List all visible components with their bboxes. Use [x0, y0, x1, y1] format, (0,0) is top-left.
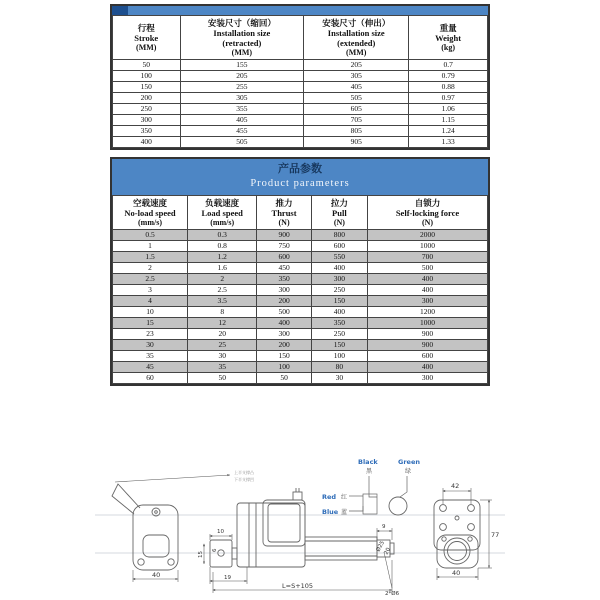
dim-length-formula: L=S+105	[282, 582, 314, 590]
table-row	[113, 351, 488, 362]
table-row	[113, 263, 488, 274]
table-cell: 1.24	[409, 126, 488, 137]
table1-top-bar-segment	[112, 6, 128, 15]
product-parameters-title	[112, 159, 488, 195]
table-row	[113, 340, 488, 351]
wire-green-label: Green	[398, 458, 420, 466]
col-header-pull	[311, 195, 367, 229]
dim-rod-dia: 20	[383, 546, 393, 556]
wiring-diagram	[322, 458, 420, 516]
col-header-stroke	[113, 16, 181, 60]
table-cell: 30	[311, 373, 367, 384]
table-cell: 3.5	[188, 296, 257, 307]
table-cell: 605	[304, 104, 409, 115]
table-cell: 2	[188, 274, 257, 285]
bracket-note-line1: 上半支撑凸	[234, 470, 254, 475]
table-cell: 250	[113, 104, 181, 115]
table-cell: 30	[113, 340, 188, 351]
header-unit: (MM)	[231, 48, 253, 58]
table-cell: 900	[368, 340, 488, 351]
bracket-note-line2: 下半支撑凹	[234, 477, 254, 482]
table-cell: 300	[257, 285, 311, 296]
title-en: Product parameters	[250, 177, 350, 189]
header-cn: 拉力	[330, 197, 348, 208]
mounting-end-view	[434, 482, 499, 580]
table-cell: 25	[188, 340, 257, 351]
table-row	[113, 274, 488, 285]
table-cell: 0.5	[113, 230, 188, 241]
table-cell: 1.33	[409, 137, 488, 148]
wire-red-cn: 红	[341, 494, 348, 501]
header-en2: (extended)	[337, 38, 376, 49]
table-row	[113, 93, 488, 104]
col-header-retracted	[180, 16, 304, 60]
table-row	[113, 137, 488, 148]
table-cell: 205	[304, 60, 409, 71]
table-row	[113, 296, 488, 307]
table-row	[113, 126, 488, 137]
table-cell: 45	[113, 362, 188, 373]
note-leader-line	[115, 475, 230, 482]
table-cell: 2.5	[188, 285, 257, 296]
table-cell: 205	[180, 71, 304, 82]
table-cell: 150	[257, 351, 311, 362]
table-cell: 50	[113, 60, 181, 71]
header-cn: 重量	[439, 23, 457, 33]
table-cell: 400	[311, 307, 367, 318]
wire-red-label: Red	[322, 493, 337, 501]
col-header-load-speed	[188, 195, 257, 229]
motor-block	[263, 500, 305, 546]
table-cell: 405	[180, 115, 304, 126]
wire-black-cn: 黑	[366, 468, 373, 475]
table-row	[113, 252, 488, 263]
header-cn: 安装尺寸（缩回）	[207, 18, 276, 28]
table-cell: 400	[368, 274, 488, 285]
table-cell: 750	[257, 241, 311, 252]
table-cell: 1.6	[188, 263, 257, 274]
header-unit: (MM)	[346, 48, 367, 58]
table-cell: 80	[311, 362, 367, 373]
stroke-size-table	[110, 4, 490, 150]
header-cn: 推力	[275, 197, 293, 208]
dim-tube-dia: Ø25	[375, 540, 387, 553]
header-unit: (N)	[278, 217, 290, 227]
table-cell: 4	[113, 296, 188, 307]
table-row	[113, 71, 488, 82]
table-cell: 3	[113, 285, 188, 296]
table-cell: 100	[113, 71, 181, 82]
table-cell: 900	[257, 230, 311, 241]
table-cell: 0.88	[409, 82, 488, 93]
header-unit: (N)	[333, 217, 345, 227]
header-unit: (kg)	[441, 43, 456, 53]
table-cell: 905	[304, 137, 409, 148]
bracket-front-view	[112, 469, 254, 582]
table-cell: 100	[257, 362, 311, 373]
table-cell: 400	[113, 137, 181, 148]
header-en2: (retracted)	[222, 38, 262, 49]
header-cn: 安装尺寸（伸出）	[322, 18, 391, 28]
table-row	[113, 362, 488, 373]
table-cell: 500	[368, 263, 488, 274]
table-cell: 400	[368, 285, 488, 296]
header-unit: (mm/s)	[138, 217, 162, 227]
table-cell: 300	[257, 329, 311, 340]
header-en: Load speed	[201, 207, 243, 218]
table-cell: 600	[368, 351, 488, 362]
dim-tube-end: 9	[382, 524, 386, 530]
product-parameters-grid	[112, 195, 488, 384]
table-cell: 200	[257, 340, 311, 351]
table-cell: 1.15	[409, 115, 488, 126]
table-cell: 505	[180, 137, 304, 148]
col-header-weight	[409, 16, 488, 60]
table-cell: 355	[180, 104, 304, 115]
header-cn: 自锁力	[414, 197, 441, 208]
table-cell: 700	[368, 252, 488, 263]
table-cell: 1000	[368, 241, 488, 252]
table-cell: 23	[113, 329, 188, 340]
table-cell: 8	[188, 307, 257, 318]
table-cell: 50	[257, 373, 311, 384]
header-cn: 空载速度	[132, 197, 167, 208]
dim-rod-left: 15	[198, 551, 204, 558]
table-cell: 400	[311, 263, 367, 274]
wire-black-label: Black	[358, 458, 378, 466]
header-en: Installation size	[327, 28, 385, 39]
dim-rod-bottom: 19	[224, 575, 231, 581]
dim-rod-hole: 6	[212, 548, 218, 552]
actuator-side-view	[198, 488, 400, 597]
table-row	[113, 60, 488, 71]
table-cell: 100	[311, 351, 367, 362]
table-row	[113, 285, 488, 296]
table-cell: 1200	[368, 307, 488, 318]
table-cell: 900	[368, 329, 488, 340]
table-cell: 600	[311, 241, 367, 252]
table-row	[113, 230, 488, 241]
table-cell: 2.5	[113, 274, 188, 285]
table-cell: 0.7	[409, 60, 488, 71]
header-en: Stroke	[134, 33, 159, 44]
wire-blue-cn: 蓝	[341, 509, 348, 516]
table-row	[113, 318, 488, 329]
table-cell: 155	[180, 60, 304, 71]
header-unit: (MM)	[136, 43, 157, 53]
dim-bracket-width: 40	[152, 571, 161, 579]
terminal-stub	[293, 492, 302, 500]
table-cell: 2	[113, 263, 188, 274]
table-cell: 200	[113, 93, 181, 104]
col-header-thrust	[257, 195, 311, 229]
table-cell: 0.97	[409, 93, 488, 104]
table-header-row	[113, 16, 488, 60]
table-cell: 1000	[368, 318, 488, 329]
header-cn: 负载速度	[205, 197, 240, 208]
table-cell: 1.2	[188, 252, 257, 263]
table-cell: 300	[368, 373, 488, 384]
col-header-noload-speed	[113, 195, 188, 229]
table-row	[113, 115, 488, 126]
header-en: Weight	[435, 33, 462, 44]
table-row	[113, 82, 488, 93]
dim-end-width: 42	[451, 482, 460, 490]
header-unit: (mm/s)	[210, 217, 235, 227]
header-en: Pull	[332, 207, 347, 218]
header-unit: (N)	[421, 217, 434, 227]
dim-rod-top: 10	[217, 529, 224, 535]
table-cell: 35	[113, 351, 188, 362]
col-header-selflock	[368, 195, 488, 229]
table-cell: 300	[368, 296, 488, 307]
table-cell: 50	[188, 373, 257, 384]
table-cell: 350	[311, 318, 367, 329]
table-row	[113, 329, 488, 340]
table-cell: 250	[311, 329, 367, 340]
table-row	[113, 373, 488, 384]
table-cell: 150	[311, 340, 367, 351]
table-cell: 705	[304, 115, 409, 126]
table-cell: 505	[304, 93, 409, 104]
table-row	[113, 241, 488, 252]
table-cell: 1.06	[409, 104, 488, 115]
motor-connector-circle	[389, 497, 407, 515]
header-en: No-load speed	[124, 207, 176, 218]
table-cell: 305	[180, 93, 304, 104]
table1-top-bar	[112, 6, 488, 15]
table-cell: 305	[304, 71, 409, 82]
table-cell: 400	[257, 318, 311, 329]
dim-end-height: 77	[491, 531, 500, 539]
wire-blue-label: Blue	[322, 508, 339, 516]
table-cell: 300	[113, 115, 181, 126]
table-cell: 0.3	[188, 230, 257, 241]
dim-end-bottom: 40	[452, 569, 461, 577]
title-cn: 产品参数	[278, 163, 322, 175]
table-row	[113, 104, 488, 115]
table-cell: 60	[113, 373, 188, 384]
table-cell: 550	[311, 252, 367, 263]
table-cell: 500	[257, 307, 311, 318]
table-cell: 0.8	[188, 241, 257, 252]
table-row	[113, 307, 488, 318]
stroke-size-table-grid	[112, 15, 488, 148]
dim-holes: 2*Ø6	[385, 591, 400, 597]
table-cell: 200	[257, 296, 311, 307]
table-cell: 20	[188, 329, 257, 340]
header-en: Installation size	[213, 28, 271, 39]
table-cell: 35	[188, 362, 257, 373]
table-cell: 1	[113, 241, 188, 252]
table-cell: 805	[304, 126, 409, 137]
table-cell: 2000	[368, 230, 488, 241]
table-cell: 300	[311, 274, 367, 285]
table-cell: 1.5	[113, 252, 188, 263]
table-cell: 30	[188, 351, 257, 362]
table-cell: 15	[113, 318, 188, 329]
table-cell: 150	[311, 296, 367, 307]
header-cn: 行程	[137, 23, 155, 33]
technical-drawing	[0, 440, 600, 600]
table-cell: 400	[368, 362, 488, 373]
table-cell: 350	[113, 126, 181, 137]
table-cell: 350	[257, 274, 311, 285]
wire-green-cn: 绿	[405, 468, 412, 475]
product-parameters-table	[110, 157, 490, 386]
table-cell: 405	[304, 82, 409, 93]
table-cell: 255	[180, 82, 304, 93]
table-cell: 450	[257, 263, 311, 274]
col-header-extended	[304, 16, 409, 60]
table-cell: 150	[113, 82, 181, 93]
table-cell: 455	[180, 126, 304, 137]
table-header-row	[113, 195, 488, 229]
table-cell: 0.79	[409, 71, 488, 82]
table-cell: 600	[257, 252, 311, 263]
table-cell: 800	[311, 230, 367, 241]
table-cell: 250	[311, 285, 367, 296]
header-en: Self-locking force	[395, 207, 460, 218]
table-cell: 12	[188, 318, 257, 329]
table-cell: 10	[113, 307, 188, 318]
bracket-hook	[112, 484, 140, 514]
header-en: Thrust	[271, 207, 297, 218]
